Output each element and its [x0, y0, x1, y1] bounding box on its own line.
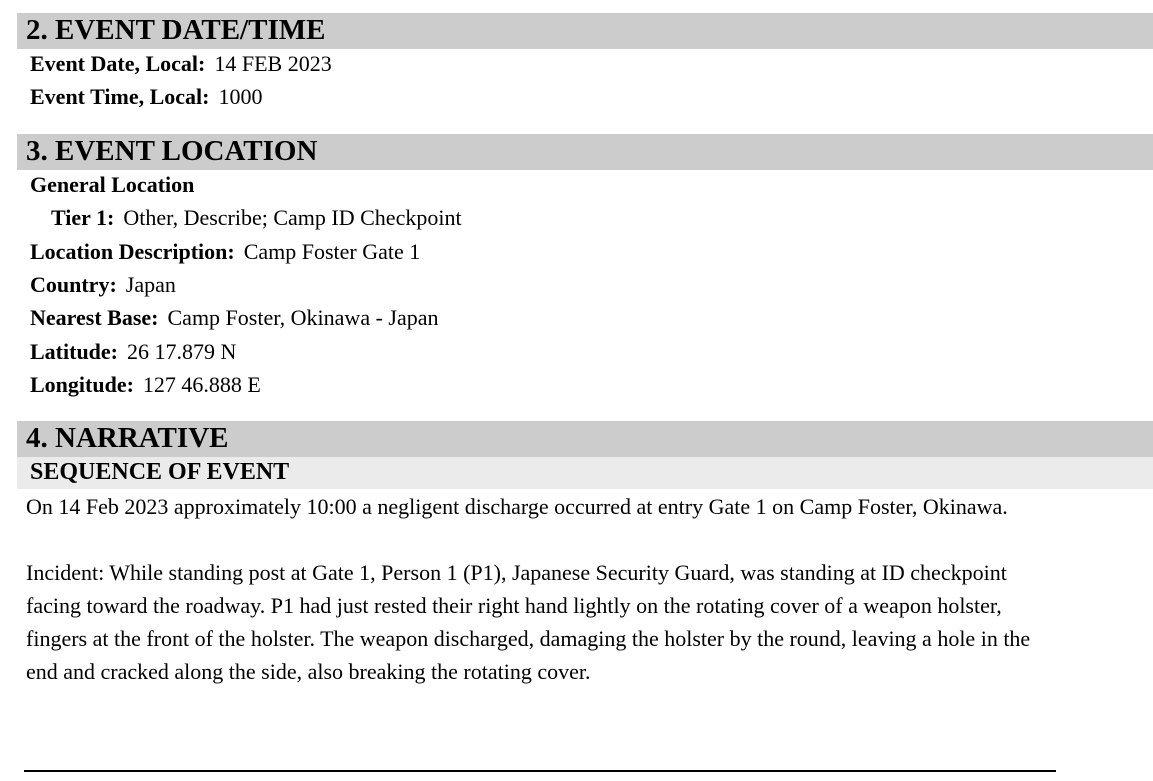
longitude-value: 127 46.888 E: [142, 372, 261, 397]
country-label: Country:: [30, 272, 117, 297]
longitude-label: Longitude:: [30, 372, 134, 397]
location-description-label: Location Description:: [30, 239, 235, 264]
general-location-label: General Location: [30, 172, 195, 197]
narrative-paragraph-2: Incident: While standing post at Gate 1, Person 1 (P1), Japanese Security Guard, was standing at ID checkpoint facing toward the roadway. P1 had just rested their right hand lightly on the rotating cover of a weapon holster, fingers at the front of the holster. The weapon discharged, damaging the holster by the round, leaving a hole in the end and cracked along the side, also breaking the rotating cover.: [26, 560, 1031, 684]
tier1-label: Tier 1:: [51, 205, 115, 230]
event-time-label: Event Time, Local:: [30, 84, 210, 109]
section-header-narrative: 4. NARRATIVE: [17, 421, 1153, 457]
general-location-row: [30, 171, 194, 199]
nearest-base-row: [30, 304, 439, 332]
latitude-value: 26 17.879 N: [127, 339, 237, 364]
location-description-row: [30, 238, 420, 266]
tier1-value: Other, Describe; Camp ID Checkpoint: [123, 205, 462, 230]
sequence-of-event-subheader: SEQUENCE OF EVENT: [17, 457, 1153, 489]
tier1-row: [51, 204, 462, 232]
country-row: [30, 271, 176, 299]
event-date-value: 14 FEB 2023: [214, 51, 332, 76]
event-date-label: Event Date, Local:: [30, 51, 206, 76]
section-header-event-location: 3. EVENT LOCATION: [17, 134, 1153, 170]
latitude-row: [30, 338, 236, 366]
nearest-base-label: Nearest Base:: [30, 305, 159, 330]
narrative-body: [26, 490, 1066, 688]
latitude-label: Latitude:: [30, 339, 118, 364]
event-time-value: 1000: [218, 84, 263, 109]
location-description-value: Camp Foster Gate 1: [243, 239, 421, 264]
event-date-row: [30, 50, 332, 78]
section-header-event-date-time: 2. EVENT DATE/TIME: [17, 13, 1153, 49]
longitude-row: [30, 371, 261, 399]
narrative-paragraph-1: On 14 Feb 2023 approximately 10:00 a negligent discharge occurred at entry Gate 1 on Camp Foster, Okinawa.: [26, 494, 1008, 519]
signature-line-divider: [24, 770, 1056, 772]
country-value: Japan: [125, 272, 176, 297]
nearest-base-value: Camp Foster, Okinawa - Japan: [167, 305, 439, 330]
event-time-row: [30, 83, 262, 111]
